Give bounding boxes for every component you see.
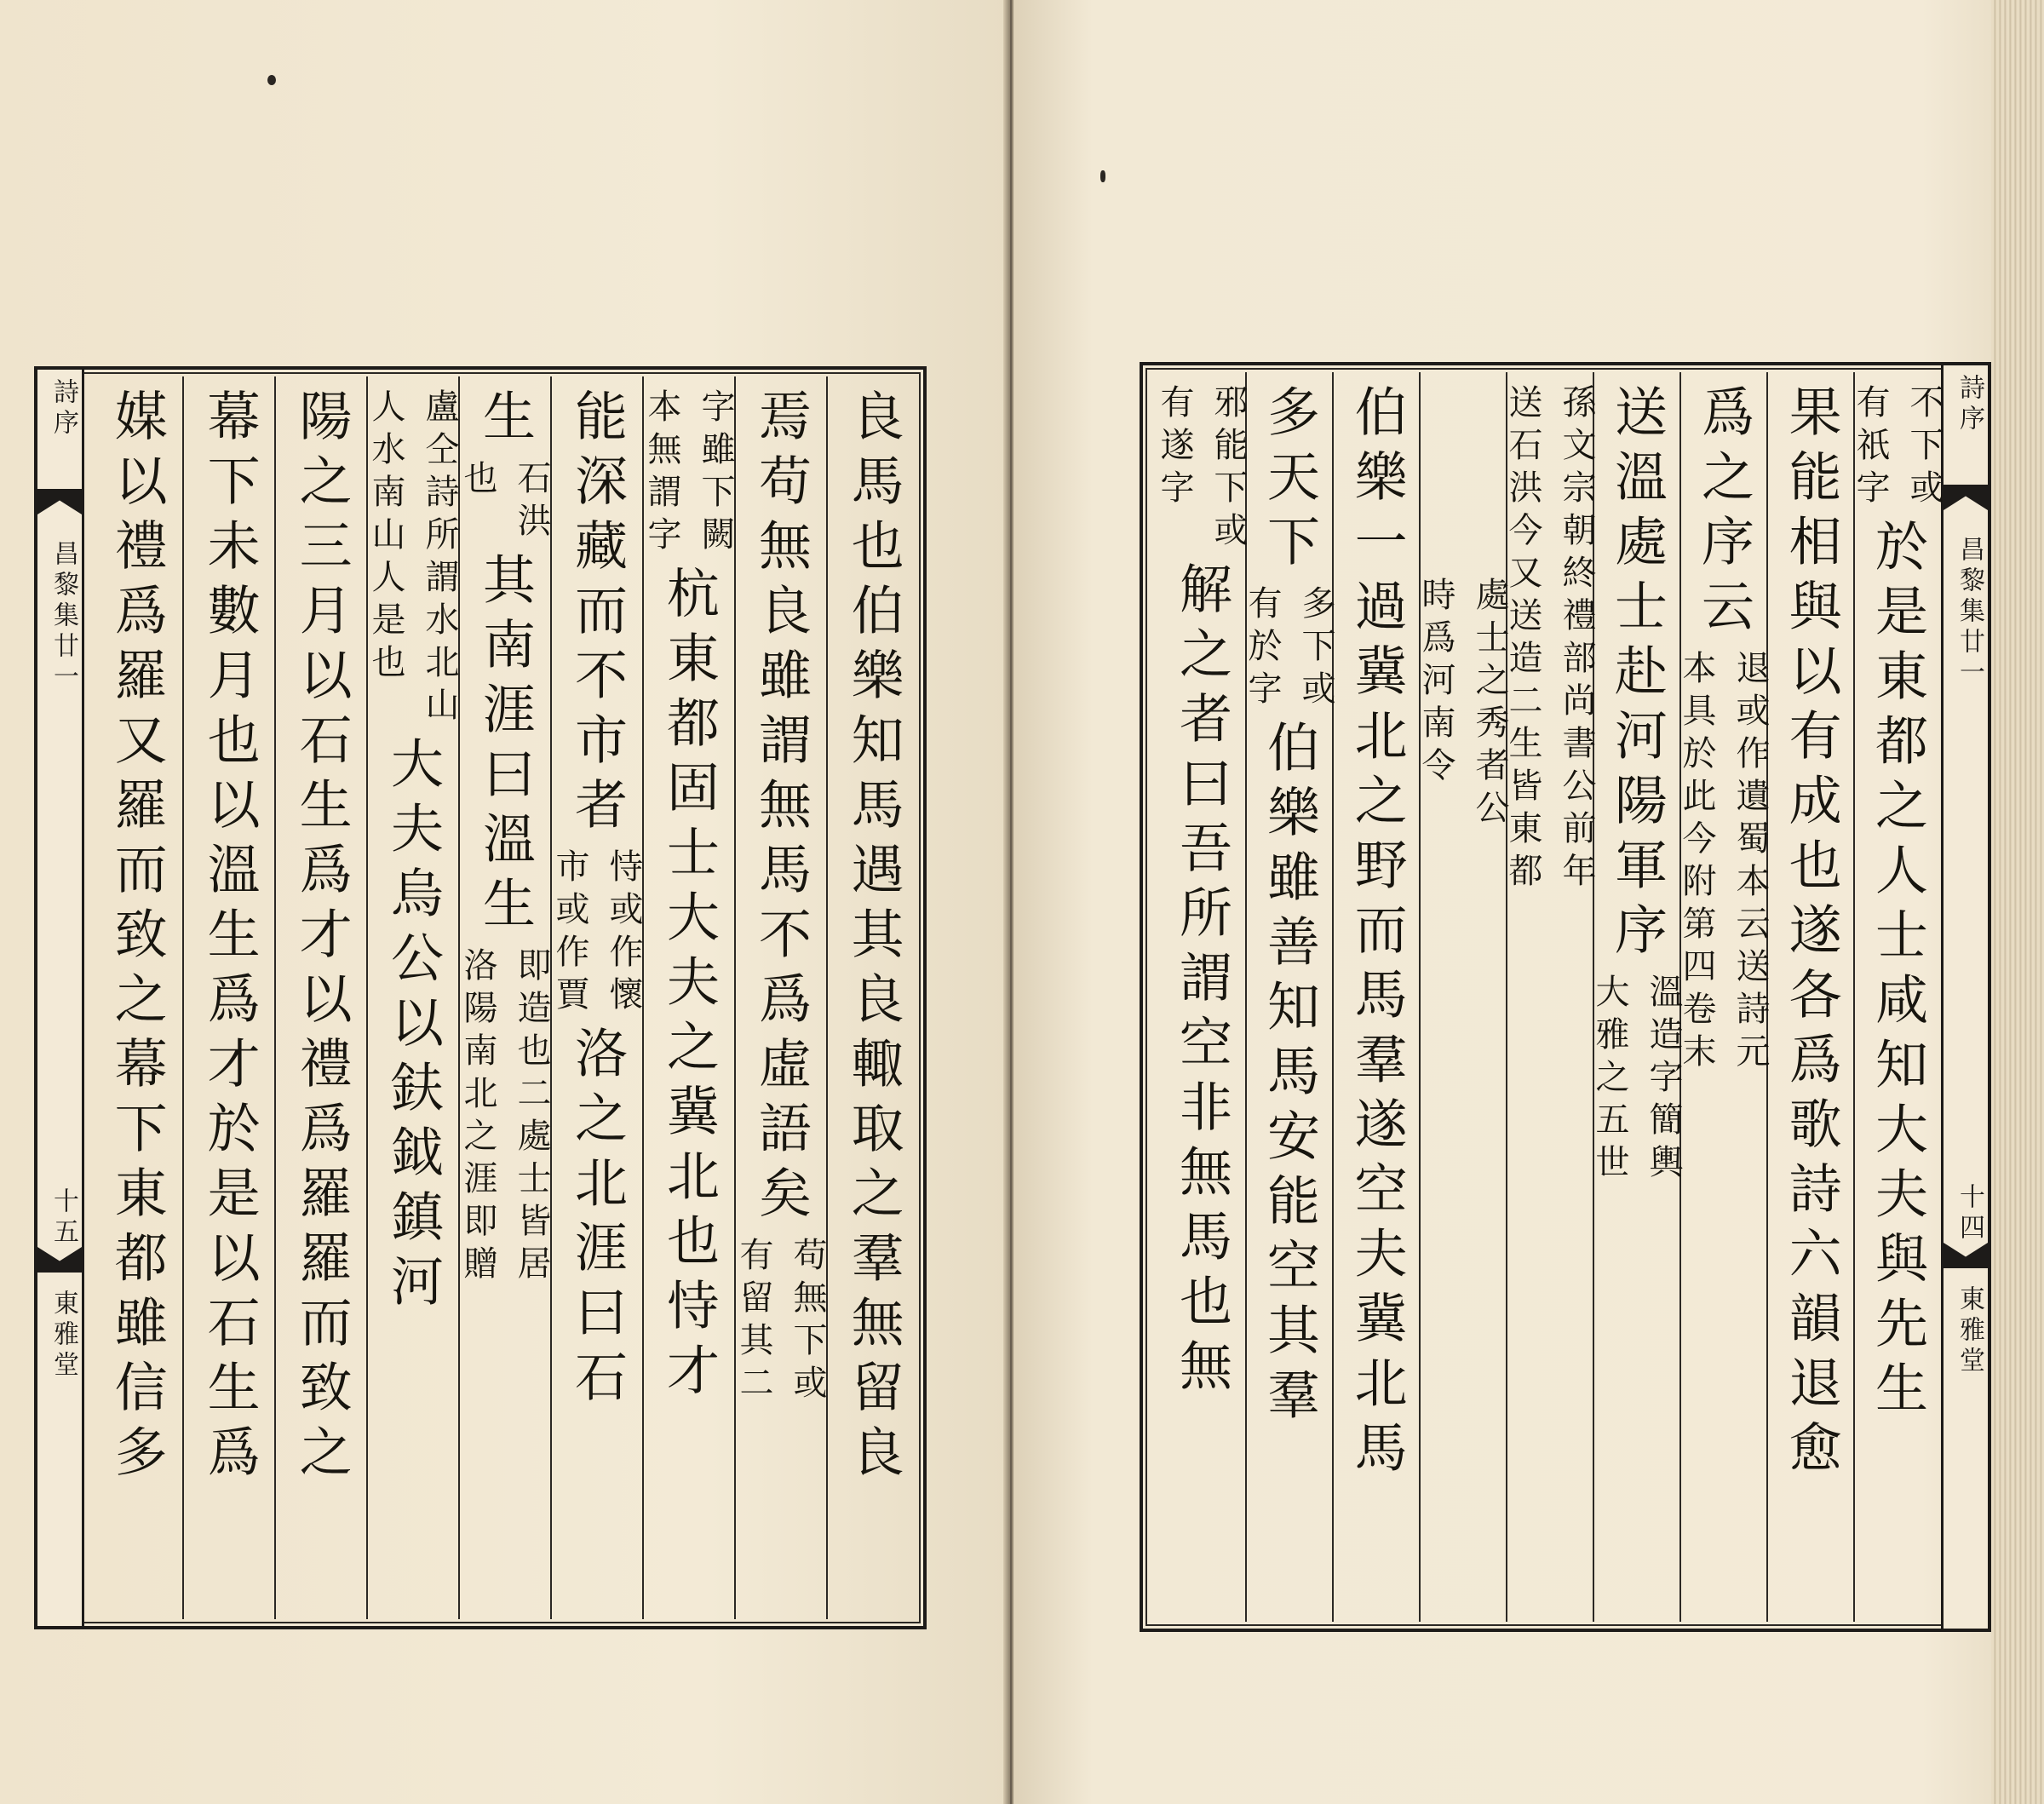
column-text: 送溫處士赴河陽軍序: [1605, 384, 1668, 967]
text-column: [1332, 372, 1419, 1622]
column-text: 果能相與以有成也遂各爲歌詩六韻退愈: [1780, 384, 1843, 1485]
column-text: 洛之北涯曰石: [566, 1026, 629, 1414]
column-text: 媒以禮爲羅又羅而致之幕下東都雖信多: [106, 388, 169, 1489]
annotation-text: 時爲河南令: [1416, 577, 1455, 790]
column-text: 爲之序云: [1692, 384, 1755, 643]
margin-publisher: 東雅堂: [1955, 1285, 1984, 1377]
text-column: [90, 376, 182, 1619]
annotation-text: 孫文宗朝終禮部尚書公前年: [1557, 384, 1596, 895]
left-page: [0, 0, 1009, 1804]
right-text-frame: [1140, 362, 1991, 1632]
margin-title: 詩序: [49, 378, 78, 440]
fish-tail-mark: [37, 1247, 82, 1273]
right-page: [1013, 0, 2001, 1804]
column-text: 多天下: [1258, 384, 1321, 578]
column-text: 伯樂一過冀北之野而馬羣遂空夫冀北馬: [1346, 384, 1409, 1485]
text-column: [550, 376, 642, 1619]
annotation-text: 大雅之五世: [1590, 974, 1629, 1186]
annotation-text: 溫造字簡輿: [1644, 974, 1683, 1186]
margin-page-number: 十四: [1955, 1183, 1984, 1244]
column-text: 幕下未數月也以溫生爲才於是以石生爲: [198, 388, 261, 1489]
annotation-text: 也: [458, 460, 497, 503]
text-column: [458, 376, 550, 1619]
left-page-margin: [37, 370, 84, 1626]
ink-spot: [1100, 170, 1105, 182]
annotation-text: 本具於此今附第四卷末: [1677, 650, 1716, 1076]
annotation-text: 有留其二: [734, 1237, 773, 1407]
text-column: [366, 376, 458, 1619]
column-text: 其南涯曰溫生: [474, 552, 537, 940]
annotation-text: 邪能下或: [1209, 384, 1248, 554]
text-column: [1503, 372, 1596, 1622]
fish-tail-mark: [1944, 1243, 1988, 1268]
margin-volume: 昌黎集廿一: [1955, 536, 1984, 689]
text-column: [1677, 372, 1770, 1622]
text-column: [1243, 372, 1335, 1622]
fish-tail-mark: [1944, 485, 1988, 510]
annotation-text: 有祇字: [1851, 384, 1890, 512]
annotation-text: 送石洪今又送造二生皆東都: [1503, 384, 1542, 895]
annotation-text: 本無謂字: [642, 388, 681, 559]
text-column: [182, 376, 274, 1619]
text-column: [1155, 372, 1248, 1622]
text-column: [734, 376, 826, 1619]
column-text: 解之者曰吾所謂空非無馬也無: [1170, 561, 1233, 1403]
annotation-text: 人水南山人是也: [366, 388, 405, 687]
column-text: 於是東都之人士咸知大夫與先生: [1866, 519, 1929, 1425]
annotation-text: 退或作遺蜀本云送詩元: [1731, 650, 1770, 1076]
text-column: [1590, 372, 1683, 1622]
annotation-text: 洛陽南北之涯即贈: [458, 947, 497, 1288]
page-fore-edge: [1991, 0, 2044, 1804]
margin-page-number: 十五: [49, 1187, 78, 1249]
text-column: [1766, 372, 1853, 1622]
annotation-text: 有於字: [1243, 585, 1282, 713]
column-text: 伯樂雖善知馬安能空其羣: [1258, 720, 1321, 1432]
annotation-text: 不下或: [1904, 384, 1944, 512]
column-text: 焉苟無良雖謂無馬不爲虛語矣: [749, 388, 812, 1230]
margin-publisher: 東雅堂: [49, 1290, 78, 1382]
margin-volume: 昌黎集廿一: [49, 540, 78, 693]
annotation-text: 市或作賈: [550, 848, 589, 1019]
annotation-text: 處士之秀者公: [1470, 577, 1509, 832]
column-text: 杭東都固士大夫之冀北也恃才: [657, 566, 721, 1407]
column-text: 良馬也伯樂知馬遇其良輙取之羣無留良: [842, 388, 905, 1489]
ink-spot: [267, 75, 276, 85]
annotation-text: 石洪: [512, 460, 551, 545]
annotation-text: 字雖下闕: [696, 388, 735, 559]
annotation-text: 盧仝詩所謂水北山: [420, 388, 459, 729]
annotation-text: 即造也二處士皆居: [512, 947, 551, 1288]
annotation-text: 恃或作懷: [604, 848, 643, 1019]
annotation-text: 苟無下或: [788, 1237, 827, 1407]
text-column: [1851, 372, 1944, 1622]
annotation-text: 有遂字: [1155, 384, 1194, 512]
column-text: 生: [474, 388, 537, 453]
annotation-text: 多下或: [1296, 585, 1335, 713]
column-text: 能深藏而不市者: [566, 388, 629, 842]
column-text: 大夫烏公以鈇鉞鎮河: [382, 736, 445, 1319]
left-columns: [85, 376, 918, 1619]
text-column: [826, 376, 918, 1619]
text-column: [1416, 372, 1509, 1622]
text-column: [642, 376, 734, 1619]
margin-title: 詩序: [1955, 374, 1984, 435]
text-column: [274, 376, 366, 1619]
column-text: 陽之三月以石生爲才以禮爲羅羅而致之: [290, 388, 353, 1489]
left-text-frame: [34, 366, 927, 1629]
right-columns: [1148, 372, 1944, 1622]
fish-tail-mark: [37, 489, 82, 514]
